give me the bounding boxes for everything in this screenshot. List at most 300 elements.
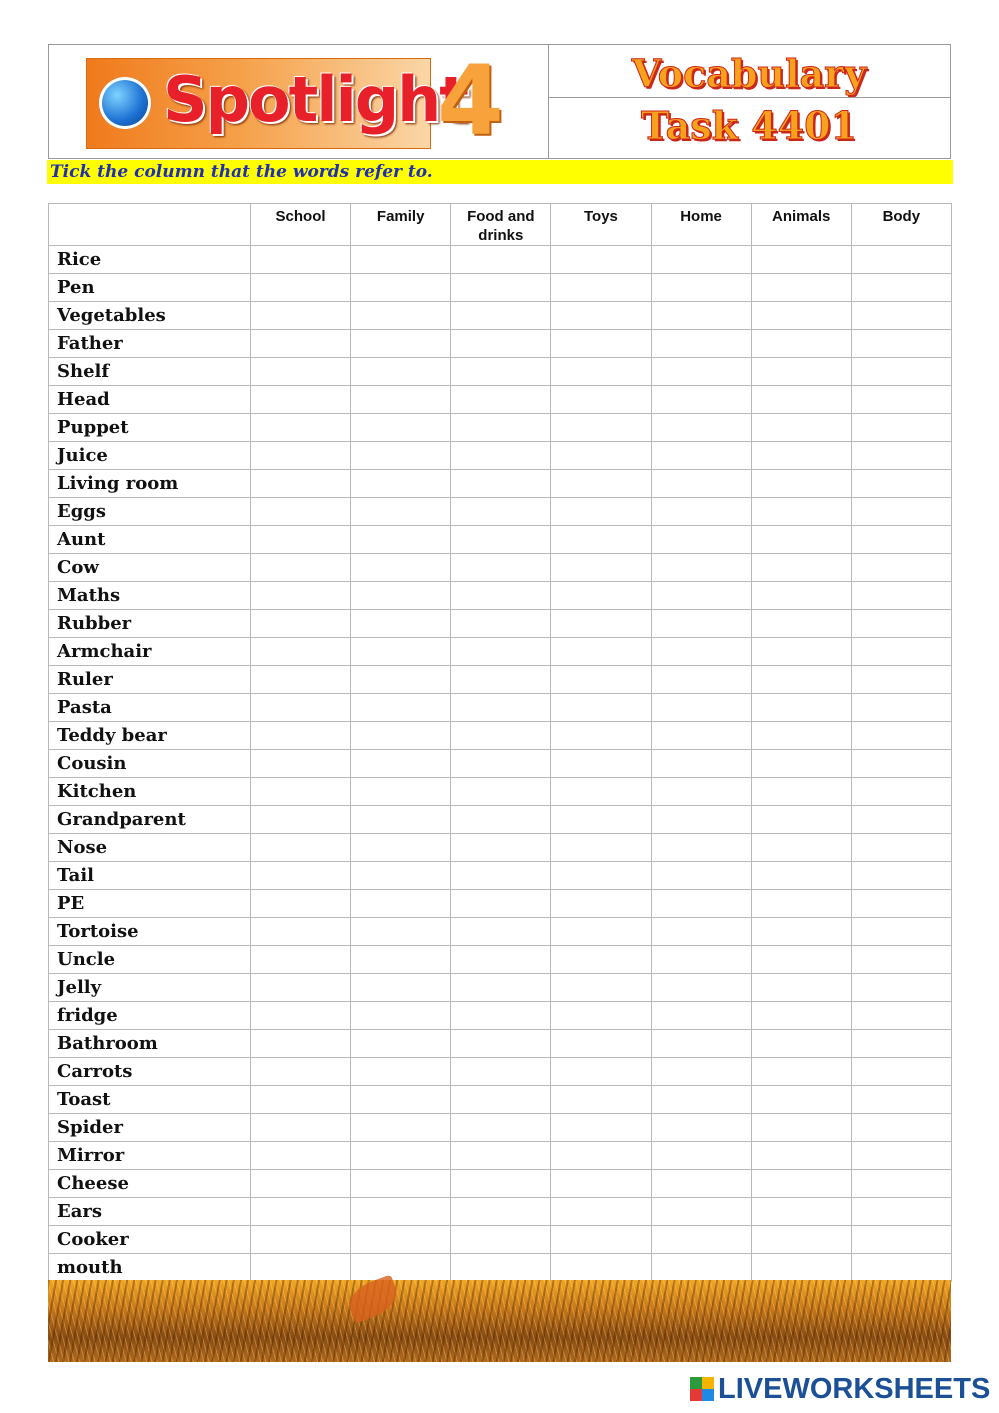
tick-cell[interactable] bbox=[251, 862, 351, 890]
tick-cell[interactable] bbox=[651, 862, 751, 890]
tick-cell[interactable] bbox=[751, 274, 851, 302]
word-cell: Pen bbox=[49, 274, 251, 302]
tick-cell[interactable] bbox=[351, 722, 451, 750]
tick-cell[interactable] bbox=[251, 386, 351, 414]
tick-cell[interactable] bbox=[451, 1002, 551, 1030]
tick-cell[interactable] bbox=[751, 974, 851, 1002]
tick-cell[interactable] bbox=[551, 358, 651, 386]
tick-cell[interactable] bbox=[251, 666, 351, 694]
tick-cell[interactable] bbox=[651, 834, 751, 862]
tick-cell[interactable] bbox=[851, 1030, 951, 1058]
tick-cell[interactable] bbox=[251, 302, 351, 330]
tick-cell[interactable] bbox=[751, 946, 851, 974]
tick-cell[interactable] bbox=[551, 330, 651, 358]
tick-cell[interactable] bbox=[851, 750, 951, 778]
tick-cell[interactable] bbox=[651, 722, 751, 750]
tick-cell[interactable] bbox=[851, 666, 951, 694]
tick-cell[interactable] bbox=[351, 1086, 451, 1114]
tick-cell[interactable] bbox=[551, 582, 651, 610]
tick-cell[interactable] bbox=[451, 778, 551, 806]
tick-cell[interactable] bbox=[551, 694, 651, 722]
tick-cell[interactable] bbox=[751, 498, 851, 526]
tick-cell[interactable] bbox=[251, 246, 351, 274]
tick-cell[interactable] bbox=[551, 414, 651, 442]
tick-cell[interactable] bbox=[551, 1030, 651, 1058]
tick-cell[interactable] bbox=[351, 414, 451, 442]
column-header: Toys bbox=[551, 204, 651, 246]
tick-cell[interactable] bbox=[551, 554, 651, 582]
tick-cell[interactable] bbox=[451, 470, 551, 498]
tick-cell[interactable] bbox=[751, 834, 851, 862]
tick-cell[interactable] bbox=[251, 442, 351, 470]
tick-cell[interactable] bbox=[851, 1254, 951, 1282]
tick-cell[interactable] bbox=[251, 470, 351, 498]
tick-cell[interactable] bbox=[351, 750, 451, 778]
liveworksheets-logo-icon bbox=[690, 1377, 714, 1401]
tick-cell[interactable] bbox=[551, 750, 651, 778]
tick-cell[interactable] bbox=[351, 442, 451, 470]
tick-cell[interactable] bbox=[351, 274, 451, 302]
tick-cell[interactable] bbox=[251, 1002, 351, 1030]
word-cell: Cooker bbox=[49, 1226, 251, 1254]
tick-cell[interactable] bbox=[451, 666, 551, 694]
word-cell: Living room bbox=[49, 470, 251, 498]
table-row bbox=[49, 1086, 952, 1114]
table-row bbox=[49, 834, 952, 862]
tick-cell[interactable] bbox=[751, 470, 851, 498]
tick-cell[interactable] bbox=[751, 1198, 851, 1226]
tick-cell[interactable] bbox=[751, 1142, 851, 1170]
tick-cell[interactable] bbox=[451, 554, 551, 582]
word-cell: Juice bbox=[49, 442, 251, 470]
tick-cell[interactable] bbox=[651, 386, 751, 414]
table-row bbox=[49, 890, 952, 918]
table-row bbox=[49, 386, 952, 414]
tick-cell[interactable] bbox=[751, 526, 851, 554]
tick-cell[interactable] bbox=[551, 1198, 651, 1226]
logo-square-green bbox=[690, 1377, 702, 1389]
tick-cell[interactable] bbox=[351, 582, 451, 610]
table-row bbox=[49, 722, 952, 750]
tick-cell[interactable] bbox=[251, 498, 351, 526]
tick-cell[interactable] bbox=[251, 1030, 351, 1058]
tick-cell[interactable] bbox=[651, 1058, 751, 1086]
tick-cell[interactable] bbox=[551, 890, 651, 918]
tick-cell[interactable] bbox=[851, 834, 951, 862]
tick-cell[interactable] bbox=[351, 1030, 451, 1058]
tick-cell[interactable] bbox=[351, 498, 451, 526]
tick-cell[interactable] bbox=[551, 302, 651, 330]
tick-cell[interactable] bbox=[351, 1058, 451, 1086]
tick-cell[interactable] bbox=[651, 358, 751, 386]
tick-cell[interactable] bbox=[651, 666, 751, 694]
tick-cell[interactable] bbox=[851, 1226, 951, 1254]
table-row bbox=[49, 806, 952, 834]
tick-cell[interactable] bbox=[351, 470, 451, 498]
tick-cell[interactable] bbox=[451, 890, 551, 918]
tick-cell[interactable] bbox=[751, 890, 851, 918]
tick-cell[interactable] bbox=[451, 526, 551, 554]
tick-cell[interactable] bbox=[251, 1170, 351, 1198]
tick-cell[interactable] bbox=[851, 1058, 951, 1086]
tick-cell[interactable] bbox=[651, 302, 751, 330]
tick-cell[interactable] bbox=[451, 862, 551, 890]
tick-cell[interactable] bbox=[251, 946, 351, 974]
tick-cell[interactable] bbox=[351, 610, 451, 638]
tick-cell[interactable] bbox=[651, 1142, 751, 1170]
tick-cell[interactable] bbox=[851, 638, 951, 666]
tick-cell[interactable] bbox=[851, 554, 951, 582]
table-row bbox=[49, 442, 952, 470]
tick-cell[interactable] bbox=[251, 1058, 351, 1086]
tick-cell[interactable] bbox=[451, 1254, 551, 1282]
tick-cell[interactable] bbox=[451, 722, 551, 750]
tick-cell[interactable] bbox=[851, 694, 951, 722]
tick-cell[interactable] bbox=[551, 1142, 651, 1170]
tick-cell[interactable] bbox=[251, 750, 351, 778]
table-row bbox=[49, 1114, 952, 1142]
tick-cell[interactable] bbox=[251, 1142, 351, 1170]
tick-cell[interactable] bbox=[551, 778, 651, 806]
tick-cell[interactable] bbox=[751, 862, 851, 890]
word-cell: Kitchen bbox=[49, 778, 251, 806]
tick-cell[interactable] bbox=[851, 806, 951, 834]
tick-cell[interactable] bbox=[651, 974, 751, 1002]
table-row bbox=[49, 1254, 952, 1282]
tick-cell[interactable] bbox=[751, 778, 851, 806]
tick-cell[interactable] bbox=[751, 246, 851, 274]
tick-cell[interactable] bbox=[251, 1198, 351, 1226]
tick-cell[interactable] bbox=[551, 1114, 651, 1142]
tick-cell[interactable] bbox=[851, 1002, 951, 1030]
tick-cell[interactable] bbox=[751, 330, 851, 358]
tick-cell[interactable] bbox=[851, 918, 951, 946]
word-cell: Father bbox=[49, 330, 251, 358]
tick-cell[interactable] bbox=[751, 1226, 851, 1254]
tick-cell[interactable] bbox=[451, 1030, 551, 1058]
tick-cell[interactable] bbox=[351, 1198, 451, 1226]
tick-cell[interactable] bbox=[451, 806, 551, 834]
tick-cell[interactable] bbox=[251, 554, 351, 582]
tick-cell[interactable] bbox=[451, 414, 551, 442]
tick-cell[interactable] bbox=[451, 1058, 551, 1086]
tick-cell[interactable] bbox=[451, 610, 551, 638]
tick-cell[interactable] bbox=[651, 806, 751, 834]
tick-cell[interactable] bbox=[351, 1002, 451, 1030]
tick-cell[interactable] bbox=[651, 1226, 751, 1254]
spotlight-logo bbox=[86, 58, 467, 149]
tick-cell[interactable] bbox=[751, 1254, 851, 1282]
tick-cell[interactable] bbox=[551, 1226, 651, 1254]
tick-cell[interactable] bbox=[551, 1058, 651, 1086]
tick-cell[interactable] bbox=[751, 694, 851, 722]
tick-cell[interactable] bbox=[451, 974, 551, 1002]
tick-cell[interactable] bbox=[851, 414, 951, 442]
tick-cell[interactable] bbox=[651, 1198, 751, 1226]
tick-cell[interactable] bbox=[751, 414, 851, 442]
tick-cell[interactable] bbox=[351, 330, 451, 358]
tick-cell[interactable] bbox=[851, 722, 951, 750]
tick-cell[interactable] bbox=[351, 358, 451, 386]
tick-cell[interactable] bbox=[251, 1114, 351, 1142]
word-cell: Carrots bbox=[49, 1058, 251, 1086]
tick-cell[interactable] bbox=[551, 638, 651, 666]
tick-cell[interactable] bbox=[651, 470, 751, 498]
word-cell: Ears bbox=[49, 1198, 251, 1226]
tick-cell[interactable] bbox=[751, 1170, 851, 1198]
table-row bbox=[49, 470, 952, 498]
tick-cell[interactable] bbox=[551, 1170, 651, 1198]
tick-cell[interactable] bbox=[451, 246, 551, 274]
tick-cell[interactable] bbox=[651, 1254, 751, 1282]
tick-cell[interactable] bbox=[251, 610, 351, 638]
tick-cell[interactable] bbox=[551, 946, 651, 974]
tick-cell[interactable] bbox=[451, 498, 551, 526]
tick-cell[interactable] bbox=[451, 358, 551, 386]
tick-cell[interactable] bbox=[751, 442, 851, 470]
tick-cell[interactable] bbox=[751, 638, 851, 666]
tick-cell[interactable] bbox=[351, 638, 451, 666]
table-row bbox=[49, 610, 952, 638]
tick-cell[interactable] bbox=[851, 582, 951, 610]
tick-cell[interactable] bbox=[451, 1114, 551, 1142]
tick-cell[interactable] bbox=[351, 1114, 451, 1142]
tick-cell[interactable] bbox=[251, 974, 351, 1002]
word-cell: Pasta bbox=[49, 694, 251, 722]
tick-cell[interactable] bbox=[851, 890, 951, 918]
tick-cell[interactable] bbox=[551, 498, 651, 526]
tick-cell[interactable] bbox=[751, 358, 851, 386]
tick-cell[interactable] bbox=[451, 918, 551, 946]
tick-cell[interactable] bbox=[651, 554, 751, 582]
tick-cell[interactable] bbox=[451, 582, 551, 610]
tick-cell[interactable] bbox=[851, 274, 951, 302]
tick-cell[interactable] bbox=[651, 1170, 751, 1198]
tick-cell[interactable] bbox=[251, 1226, 351, 1254]
tick-cell[interactable] bbox=[551, 974, 651, 1002]
tick-cell[interactable] bbox=[751, 554, 851, 582]
tick-cell[interactable] bbox=[551, 386, 651, 414]
tick-cell[interactable] bbox=[351, 694, 451, 722]
tick-cell[interactable] bbox=[451, 638, 551, 666]
tick-cell[interactable] bbox=[551, 1254, 651, 1282]
tick-cell[interactable] bbox=[351, 1170, 451, 1198]
tick-cell[interactable] bbox=[751, 918, 851, 946]
tick-cell[interactable] bbox=[651, 750, 751, 778]
tick-cell[interactable] bbox=[451, 330, 551, 358]
table-row bbox=[49, 526, 952, 554]
liveworksheets-brand[interactable] bbox=[690, 1372, 990, 1406]
tick-cell[interactable] bbox=[551, 862, 651, 890]
tick-cell[interactable] bbox=[351, 526, 451, 554]
tick-cell[interactable] bbox=[451, 1142, 551, 1170]
tick-cell[interactable] bbox=[251, 274, 351, 302]
tick-cell[interactable] bbox=[551, 806, 651, 834]
globe-icon bbox=[99, 77, 151, 129]
tick-cell[interactable] bbox=[351, 834, 451, 862]
tick-cell[interactable] bbox=[651, 694, 751, 722]
tick-cell[interactable] bbox=[851, 526, 951, 554]
tick-cell[interactable] bbox=[251, 778, 351, 806]
tick-cell[interactable] bbox=[851, 498, 951, 526]
tick-cell[interactable] bbox=[651, 1030, 751, 1058]
word-cell: Uncle bbox=[49, 946, 251, 974]
tick-cell[interactable] bbox=[651, 1002, 751, 1030]
worksheet-header bbox=[48, 44, 951, 159]
tick-cell[interactable] bbox=[251, 806, 351, 834]
tick-cell[interactable] bbox=[851, 778, 951, 806]
tick-cell[interactable] bbox=[551, 722, 651, 750]
tick-cell[interactable] bbox=[251, 890, 351, 918]
tick-cell[interactable] bbox=[851, 610, 951, 638]
tick-cell[interactable] bbox=[351, 386, 451, 414]
tick-cell[interactable] bbox=[851, 946, 951, 974]
table-row bbox=[49, 498, 952, 526]
tick-cell[interactable] bbox=[751, 386, 851, 414]
tick-cell[interactable] bbox=[851, 1170, 951, 1198]
tick-cell[interactable] bbox=[751, 666, 851, 694]
word-cell: Nose bbox=[49, 834, 251, 862]
tick-cell[interactable] bbox=[651, 246, 751, 274]
tick-cell[interactable] bbox=[651, 330, 751, 358]
tick-cell[interactable] bbox=[751, 610, 851, 638]
tick-cell[interactable] bbox=[751, 302, 851, 330]
tick-cell[interactable] bbox=[251, 694, 351, 722]
tick-cell[interactable] bbox=[651, 890, 751, 918]
tick-cell[interactable] bbox=[851, 246, 951, 274]
tick-cell[interactable] bbox=[551, 610, 651, 638]
tick-cell[interactable] bbox=[351, 1254, 451, 1282]
title-divider bbox=[548, 97, 950, 98]
instruction-text: Tick the column that the words refer to. bbox=[47, 160, 953, 184]
tick-cell[interactable] bbox=[251, 638, 351, 666]
tick-cell[interactable] bbox=[351, 918, 451, 946]
tick-cell[interactable] bbox=[351, 1142, 451, 1170]
logo-square-yellow bbox=[702, 1377, 714, 1389]
tick-cell[interactable] bbox=[451, 694, 551, 722]
tick-cell[interactable] bbox=[651, 778, 751, 806]
tick-cell[interactable] bbox=[751, 1058, 851, 1086]
tick-cell[interactable] bbox=[651, 414, 751, 442]
tick-cell[interactable] bbox=[351, 554, 451, 582]
word-cell: Teddy bear bbox=[49, 722, 251, 750]
tick-cell[interactable] bbox=[451, 302, 551, 330]
tick-cell[interactable] bbox=[651, 498, 751, 526]
tick-cell[interactable] bbox=[551, 442, 651, 470]
tick-cell[interactable] bbox=[451, 946, 551, 974]
tick-cell[interactable] bbox=[751, 1114, 851, 1142]
tick-cell[interactable] bbox=[751, 1030, 851, 1058]
tick-cell[interactable] bbox=[551, 470, 651, 498]
tick-cell[interactable] bbox=[851, 358, 951, 386]
tick-cell[interactable] bbox=[351, 1226, 451, 1254]
tick-cell[interactable] bbox=[851, 1142, 951, 1170]
tick-cell[interactable] bbox=[651, 274, 751, 302]
tick-cell[interactable] bbox=[751, 750, 851, 778]
tick-cell[interactable] bbox=[851, 1114, 951, 1142]
tick-cell[interactable] bbox=[351, 246, 451, 274]
tick-cell[interactable] bbox=[251, 526, 351, 554]
tick-cell[interactable] bbox=[451, 1170, 551, 1198]
tick-cell[interactable] bbox=[251, 834, 351, 862]
tick-cell[interactable] bbox=[551, 1086, 651, 1114]
word-cell: Armchair bbox=[49, 638, 251, 666]
tick-cell[interactable] bbox=[751, 582, 851, 610]
tick-cell[interactable] bbox=[651, 610, 751, 638]
tick-cell[interactable] bbox=[451, 834, 551, 862]
tick-cell[interactable] bbox=[851, 330, 951, 358]
tick-cell[interactable] bbox=[351, 666, 451, 694]
tick-cell[interactable] bbox=[251, 918, 351, 946]
tick-cell[interactable] bbox=[851, 974, 951, 1002]
tick-cell[interactable] bbox=[651, 1086, 751, 1114]
tick-cell[interactable] bbox=[351, 806, 451, 834]
table-row bbox=[49, 358, 952, 386]
tick-cell[interactable] bbox=[851, 1198, 951, 1226]
tick-cell[interactable] bbox=[251, 722, 351, 750]
tick-cell[interactable] bbox=[451, 750, 551, 778]
tick-cell[interactable] bbox=[251, 1086, 351, 1114]
tick-cell[interactable] bbox=[651, 638, 751, 666]
tick-cell[interactable] bbox=[751, 806, 851, 834]
tick-cell[interactable] bbox=[851, 442, 951, 470]
tick-cell[interactable] bbox=[251, 358, 351, 386]
tick-cell[interactable] bbox=[451, 1198, 551, 1226]
tick-cell[interactable] bbox=[351, 890, 451, 918]
tick-cell[interactable] bbox=[451, 386, 551, 414]
tick-cell[interactable] bbox=[551, 526, 651, 554]
tick-cell[interactable] bbox=[751, 722, 851, 750]
word-cell: Bathroom bbox=[49, 1030, 251, 1058]
tick-cell[interactable] bbox=[551, 666, 651, 694]
tick-cell[interactable] bbox=[651, 526, 751, 554]
tick-cell[interactable] bbox=[651, 918, 751, 946]
tick-cell[interactable] bbox=[751, 1086, 851, 1114]
tick-cell[interactable] bbox=[251, 414, 351, 442]
tick-cell[interactable] bbox=[251, 1254, 351, 1282]
tick-cell[interactable] bbox=[551, 274, 651, 302]
tick-cell[interactable] bbox=[651, 582, 751, 610]
tick-cell[interactable] bbox=[551, 1002, 651, 1030]
tick-cell[interactable] bbox=[451, 274, 551, 302]
table-row bbox=[49, 1142, 952, 1170]
tick-cell[interactable] bbox=[251, 330, 351, 358]
tick-cell[interactable] bbox=[351, 862, 451, 890]
tick-cell[interactable] bbox=[251, 582, 351, 610]
tick-cell[interactable] bbox=[451, 1086, 551, 1114]
tick-cell[interactable] bbox=[651, 442, 751, 470]
tick-cell[interactable] bbox=[851, 386, 951, 414]
tick-cell[interactable] bbox=[551, 918, 651, 946]
tick-cell[interactable] bbox=[751, 1002, 851, 1030]
tick-cell[interactable] bbox=[351, 974, 451, 1002]
tick-cell[interactable] bbox=[651, 946, 751, 974]
tick-cell[interactable] bbox=[851, 1086, 951, 1114]
tick-cell[interactable] bbox=[451, 1226, 551, 1254]
tick-cell[interactable] bbox=[351, 778, 451, 806]
tick-cell[interactable] bbox=[851, 302, 951, 330]
tick-cell[interactable] bbox=[851, 470, 951, 498]
tick-cell[interactable] bbox=[851, 862, 951, 890]
tick-cell[interactable] bbox=[451, 442, 551, 470]
tick-cell[interactable] bbox=[551, 834, 651, 862]
tick-cell[interactable] bbox=[551, 246, 651, 274]
word-cell: Rubber bbox=[49, 610, 251, 638]
tick-cell[interactable] bbox=[351, 302, 451, 330]
tick-cell[interactable] bbox=[351, 946, 451, 974]
tick-cell[interactable] bbox=[651, 1114, 751, 1142]
column-header: Body bbox=[851, 204, 951, 246]
